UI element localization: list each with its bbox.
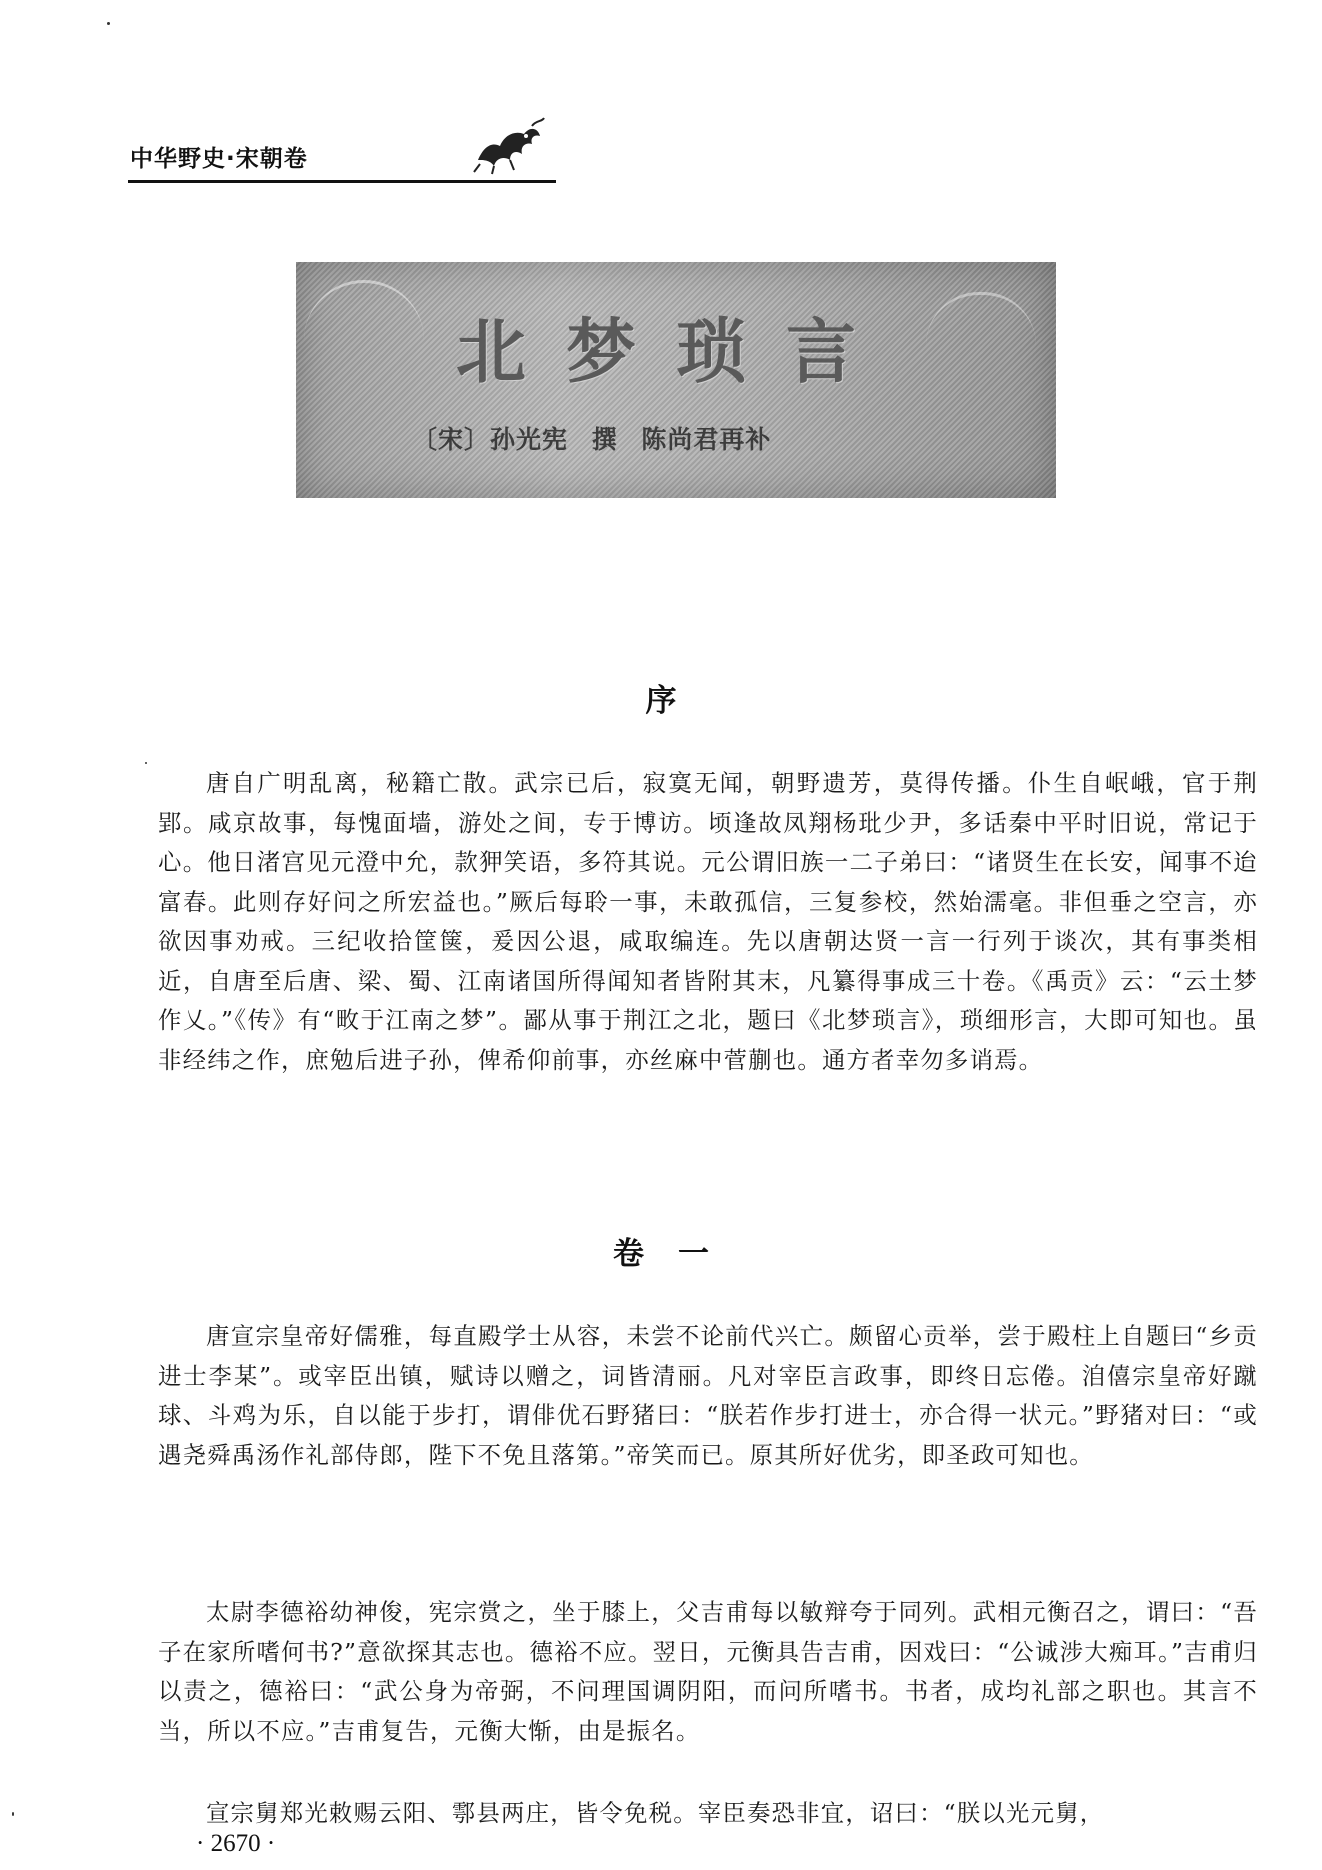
chapter-paragraph: 唐宣宗皇帝好儒雅，每直殿学士从容，未尝不论前代兴亡。颇留心贡举，尝于殿柱上自题曰“乡贡进士李某”。或宰臣出镇，赋诗以赠之，词皆清丽。凡对宰臣言政事，即终日忘倦。洎僖宗皇帝好蹴球、斗鸡为乐，自以能于步打，谓俳优石野猪曰：“朕若作步打进士，亦合得一状元。”野猪对曰：“或遇尧舜禹汤作礼部侍郎，陛下不免且落第。”帝笑而已。原其所好优劣，即圣政可知也。 [158, 1322, 1258, 1469]
header-rule [128, 180, 556, 183]
scan-speck [107, 22, 110, 25]
preface-heading: 序 [645, 683, 677, 719]
book-title: 中华野史·宋朝卷 [130, 146, 308, 172]
chapter-paragraph: 太尉李德裕幼神俊，宪宗赏之，坐于膝上，父吉甫每以敏辩夸于同列。武相元衡召之，谓曰：“吾子在家所嗜何书?”意欲探其志也。德裕不应。翌日，元衡具告吉甫，因戏曰：“公诚涉大痴耳。”吉甫归以责之，德裕曰：“武公身为帝弼，不问理国调阴阳，而问所嗜书。书者，成均礼部之职也。其言不当，所以不应。”吉甫复告，元衡大惭，由是振名。 [158, 1598, 1258, 1745]
dragon-icon [470, 116, 546, 176]
chapter-paragraph: 宣宗舅郑光敕赐云阳、鄠县两庄，皆令免税。宰臣奏恐非宜，诏曰：“朕以光元舅， [205, 1799, 1105, 1827]
scan-speck [145, 762, 147, 764]
chapter-heading: 卷一 [613, 1236, 743, 1272]
page-number: · 2670 · [196, 1830, 276, 1857]
scan-speck [12, 1812, 14, 1816]
book-section-title: 北梦琐言 [456, 311, 896, 393]
preface-paragraph: 唐自广明乱离，秘籍亡散。武宗已后，寂寞无闻，朝野遗芳，莫得传播。仆生自岷峨，官于荆郢。咸京故事，每愧面墙，游处之间，专于博访。顷逢故凤翔杨玭少尹，多话秦中平时旧说，常记于心。他日渚宫见元澄中允，款狎笑语，多符其说。元公谓旧族一二子弟曰：“诸贤生在长安，闻事不迨富春。此则存好问之所宏益也。”厥后每聆一事，未敢孤信，三复参校，然始濡毫。非但垂之空言，亦欲因事劝戒。三纪收拾筐箧，爰因公退，咸取编连。先以唐朝达贤一言一行列于谈次，其有事类相近，自唐至后唐、梁、蜀、江南诸国所得闻知者皆附其末，凡纂得事成三十卷。《禹贡》云：“云土梦作乂。”《传》有“畋于江南之梦”。鄙从事于荆江之北，题曰《北梦琐言》，琐细形言，大即可知也。虽非经纬之作，庶勉后进子孙，俾希仰前事，亦丝麻中菅蒯也。通方者幸勿多诮焉。 [158, 769, 1258, 1074]
title-banner [296, 262, 1056, 498]
author-line: 〔宋〕孙光宪 撰 陈尚君再补 [412, 425, 772, 454]
